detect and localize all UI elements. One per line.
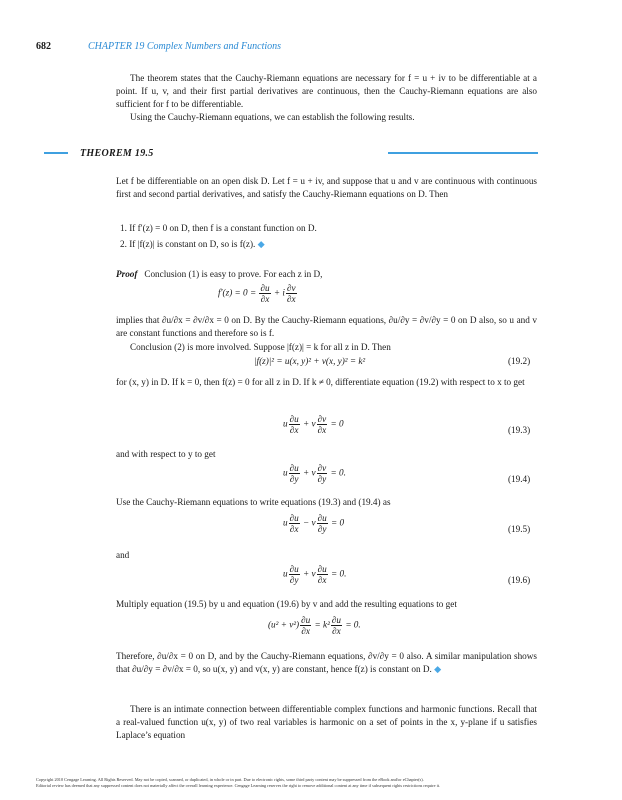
proof-paragraph-use-cr: Use the Cauchy-Riemann equations to write equations (19.3) and (19.4) as (116, 497, 391, 507)
chapter-title: CHAPTER 19 Complex Numbers and Functions (88, 41, 282, 52)
equation-number-19-4: (19.4) (508, 474, 531, 484)
end-of-theorem-diamond-icon: ◆ (257, 239, 265, 249)
proof-word-and: and (116, 550, 130, 560)
end-of-proof-diamond-icon: ◆ (434, 664, 442, 674)
proof-label: Proof (116, 269, 138, 279)
equation-number-19-5: (19.5) (508, 524, 531, 534)
theorem-item-2-text: 2. If |f(z)| is constant on D, so is f(z). (120, 239, 256, 249)
proof-therefore-text: Therefore, ∂u/∂x = 0 on D, and by the Cauchy-Riemann equations, ∂v/∂y = 0 also. A similar manipulation shows that ∂u/∂y = ∂v/∂x = 0, so u(x, y) and v(x, y) are constant, hence f(z) is constant on D. (116, 651, 537, 674)
theorem-rule-left (44, 152, 68, 154)
proof-paragraph-multiply: Multiply equation (19.5) by u and equation (19.6) by v and add the resulting equations to get (116, 599, 457, 609)
theorem-item-2 (120, 238, 541, 251)
intro-paragraph-2: Using the Cauchy-Riemann equations, we can establish the following results. (130, 112, 415, 122)
equation-number-19-3: (19.3) (508, 425, 531, 435)
page-number: 682 (36, 41, 51, 52)
theorem-item-1: 1. If f′(z) = 0 on D, then f is a constant function on D. (120, 223, 317, 233)
equation-number-19-6: (19.6) (508, 575, 531, 585)
proof-paragraph-wrt-y: and with respect to y to get (116, 449, 216, 459)
proof-intro (116, 268, 537, 281)
intro-paragraph-1: The theorem states that the Cauchy-Riemann equations are necessary for f = u + iv to be differentiable at a point. If u, v, and their first partial derivatives are continuous, then the Cauchy-Riemann equations are also sufficient for f to be differentiable. (116, 73, 537, 109)
equation-19-5: u $\frac{\partial u}{\partial x}$ − v $\frac{\partial u}{\partial y}$ = 0 (283, 513, 345, 534)
theorem-label: THEOREM 19.5 (80, 148, 154, 159)
copyright-footer-line-2: Editorial review has deemed that any suppressed content does not materially affect the overall learning experience. Cengage Learning reserves the right to remove additional content at any time if subsequent rights restrictions require it. (36, 783, 441, 788)
proof-paragraph-19-2: for (x, y) in D. If k = 0, then f(z) = 0 for all z in D. If k ≠ 0, differentiate equation (19.2) with respect to x to get (116, 377, 525, 387)
equation-19-2: |f(z)|² = u(x, y)² + v(x, y)² = k² (254, 356, 366, 366)
proof-paragraph-fprime: implies that ∂u/∂x = ∂v/∂x = 0 on D. By the Cauchy-Riemann equations, ∂u/∂y = ∂v/∂y = 0 on D also, so u and v are constant functions and therefore so is f. (116, 315, 537, 338)
equation-19-6: u $\frac{\partial u}{\partial y}$ + v $\frac{\partial u}{\partial x}$ = 0. (283, 564, 347, 585)
proof-paragraph-therefore (116, 650, 537, 676)
copyright-footer-line-1: Copyright 2010 Cengage Learning. All Rights Reserved. May not be copied, scanned, or duplicated, in whole or in part. Due to electronic rights, some third party content may be suppressed from the eBook and/or eChapter(s). (36, 777, 424, 782)
equation-number-19-2: (19.2) (508, 356, 531, 366)
equation-combined: (u² + v²) $\frac{\partial u}{\partial x}$ = k² $\frac{\partial u}{\partial x}$ = 0. (268, 615, 361, 636)
proof-paragraph-conclusion2: Conclusion (2) is more involved. Suppose |f(z)| = k for all z in D. Then (130, 342, 391, 352)
closing-paragraph: There is an intimate connection between differentiable complex functions and harmonic functions. Recall that a real-valued function u(x, y) of two real variables is harmonic on a set of points in the x, y-plane if u satisfies Laplace’s equation (116, 704, 537, 740)
theorem-statement: Let f be differentiable on an open disk D. Let f = u + iv, and suppose that u and v are continuous with continuous first and second partial derivatives, and satisfy the Cauchy-Riemann equations on D. Then (116, 176, 537, 199)
proof-intro-text: Conclusion (1) is easy to prove. For each z in D, (144, 269, 323, 279)
theorem-items (120, 222, 541, 251)
equation-fprime: f′(z) = 0 = $\frac{\partial u}{\partial x}$ + i $\frac{\partial v}{\partial x}$ (218, 283, 296, 304)
theorem-rule-right (388, 152, 538, 154)
equation-fprime-lhs: f′(z) = 0 = (218, 287, 257, 298)
equation-19-4: u $\frac{\partial u}{\partial y}$ + v $\frac{\partial v}{\partial y}$ = 0. (283, 463, 346, 484)
equation-19-3: u $\frac{\partial u}{\partial x}$ + v $\frac{\partial v}{\partial x}$ = 0 (283, 414, 344, 435)
